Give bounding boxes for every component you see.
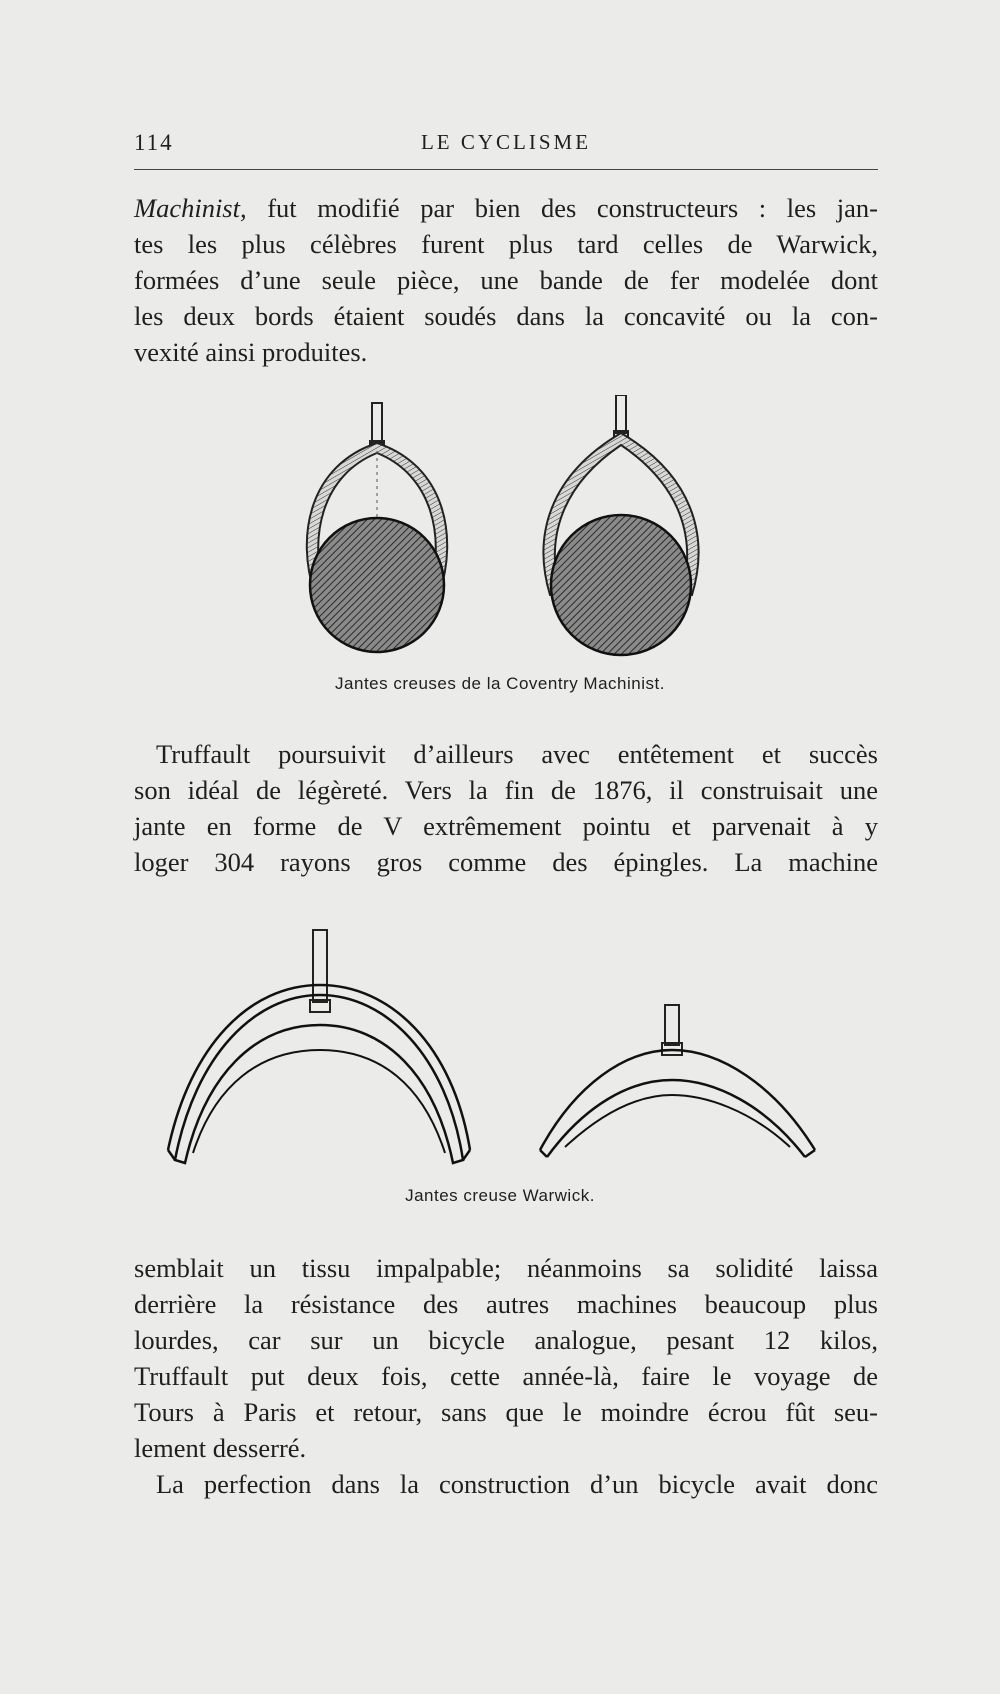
paragraph-3-line-5: Tours à Paris et retour, sans que le moindre écrou fût seu-	[134, 1397, 878, 1427]
paragraph-1-line-2: tes les plus célèbres furent plus tard celles de Warwick,	[134, 229, 878, 259]
paragraph-1-line-1-text: fut modifié par bien des constructeurs : les jan-	[246, 193, 878, 223]
right-warwick-rim-drawing	[540, 1005, 815, 1157]
paragraph-1	[134, 190, 878, 370]
right-rim-drawing	[543, 395, 698, 655]
italic-term: Machinist,	[134, 193, 247, 223]
paragraph-2-line-4: loger 304 rayons gros comme des épingles. La machine	[134, 847, 878, 877]
left-rim-drawing	[307, 403, 447, 652]
page-number: 114	[134, 130, 174, 155]
running-title: LE CYCLISME	[420, 130, 592, 154]
figure-coventry-rims	[300, 395, 720, 670]
paragraph-3-line-6: lement desserré.	[134, 1433, 307, 1463]
paragraph-1-line-4: les deux bords étaient soudés dans la concavité ou la con-	[134, 301, 878, 331]
paragraph-3-line-1: semblait un tissu impalpable; néanmoins sa solidité laissa	[134, 1253, 878, 1283]
page-header	[134, 130, 878, 164]
paragraph-1-line-1	[134, 190, 878, 226]
paragraph-4	[134, 1466, 878, 1502]
figure-2-caption: Jantes creuse Warwick.	[405, 1186, 595, 1205]
figure-1-caption: Jantes creuses de la Coventry Machinist.	[335, 674, 665, 693]
paragraph-2-line-3: jante en forme de V extrêmement pointu et parvenait à y	[134, 811, 878, 841]
figure-warwick-rims	[165, 925, 835, 1180]
paragraph-3-line-2: derrière la résistance des autres machines beaucoup plus	[134, 1289, 878, 1319]
paragraph-3-line-3: lourdes, car sur un bicycle analogue, pesant 12 kilos,	[134, 1325, 878, 1355]
left-warwick-rim-drawing	[168, 930, 470, 1163]
header-rule	[134, 169, 878, 170]
paragraph-3-line-4: Truffault put deux fois, cette année-là, faire le voyage de	[134, 1361, 878, 1391]
paragraph-1-line-3: formées d’une seule pièce, une bande de fer modelée dont	[134, 265, 878, 295]
paragraph-3	[134, 1250, 878, 1466]
paragraph-2-line-1: Truffault poursuivit d’ailleurs avec entêtement et succès	[156, 739, 878, 769]
paragraph-2	[134, 736, 878, 880]
paragraph-1-line-5: vexité ainsi produites.	[134, 337, 368, 367]
paragraph-2-line-2: son idéal de légèreté. Vers la fin de 1876, il construisait une	[134, 775, 878, 805]
paragraph-4-line-1: La perfection dans la construction d’un bicycle avait donc	[156, 1469, 878, 1499]
